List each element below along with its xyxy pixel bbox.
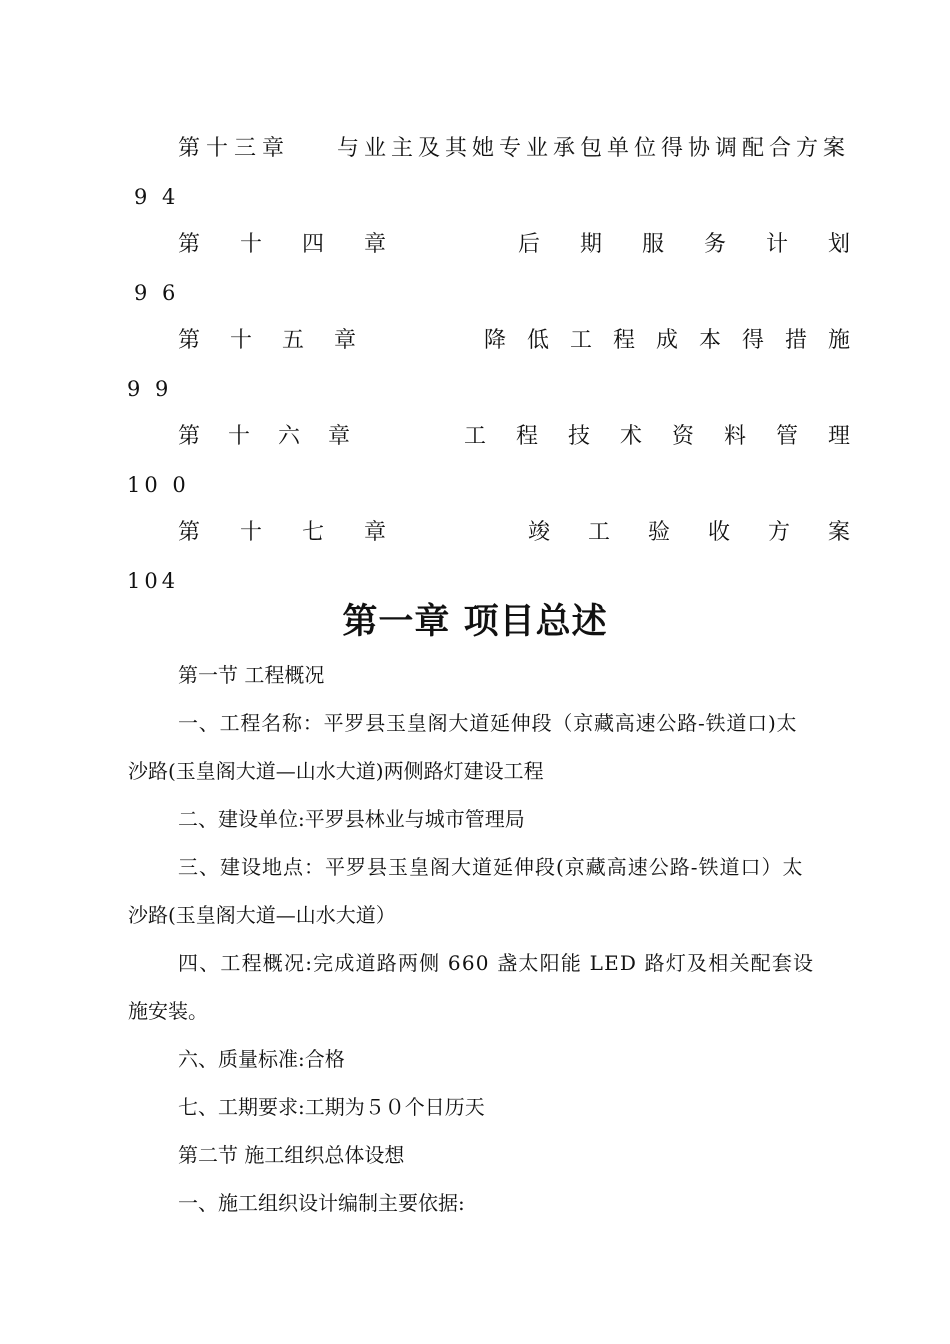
construction-unit: 二、建设单位:平罗县林业与城市管理局 [178, 807, 525, 831]
toc-page-number: 9 6 [134, 281, 180, 305]
toc-entry-15[interactable] [178, 326, 871, 356]
toc-chapter-label: 第十四章 [178, 232, 427, 257]
project-overview-line1: 四、工程概况:完成道路两侧 660 盏太阳能 LED 路灯及相关配套设 [178, 951, 815, 975]
construction-site-line2: 沙路(玉皇阁大道—山水大道） [128, 903, 396, 927]
toc-entry-14[interactable] [178, 230, 890, 260]
toc-page-number: 9 9 [127, 377, 173, 401]
toc-entry-16[interactable] [178, 422, 880, 452]
toc-entry-13[interactable] [178, 134, 850, 164]
section-heading: 第二节 施工组织总体设想 [178, 1143, 405, 1167]
section-heading: 第一节 工程概况 [178, 663, 325, 687]
construction-site-line1: 三、建设地点：平罗县玉皇阁大道延伸段(京藏高速公路-铁道口）太 [178, 855, 804, 879]
chapter-title: 第一章 项目总述 [342, 602, 608, 642]
toc-chapter-title: 后期服务计划 [517, 232, 890, 257]
toc-chapter-title: 工程技术资料管理 [463, 424, 880, 449]
toc-page-number: 10 0 [127, 473, 190, 497]
toc-chapter-title: 降低工程成本得措施 [483, 328, 871, 353]
toc-page-number: 9 4 [134, 185, 180, 209]
schedule-requirement: 七、工期要求:工期为５０个日历天 [178, 1095, 485, 1119]
toc-page-number: 104 [127, 569, 180, 593]
toc-chapter-label: 第十三章 [178, 136, 291, 161]
toc-chapter-label: 第十七章 [178, 520, 427, 545]
quality-standard: 六、质量标准:合格 [178, 1047, 345, 1071]
toc-entry-17[interactable] [178, 518, 888, 548]
basis-heading: 一、施工组织设计编制主要依据: [178, 1191, 465, 1215]
project-name-line2: 沙路(玉皇阁大道—山水大道)两侧路灯建设工程 [128, 759, 544, 783]
project-name-line1: 一、工程名称：平罗县玉皇阁大道延伸段（京藏高速公路-铁道口)太 [178, 711, 798, 735]
toc-chapter-title: 竣工验收方案 [527, 520, 888, 545]
toc-chapter-title: 与业主及其她专业承包单位得协调配合方案 [336, 136, 850, 161]
toc-chapter-label: 第十六章 [178, 424, 379, 449]
toc-chapter-label: 第十五章 [178, 328, 387, 353]
project-overview-line2: 施安装。 [128, 999, 208, 1023]
